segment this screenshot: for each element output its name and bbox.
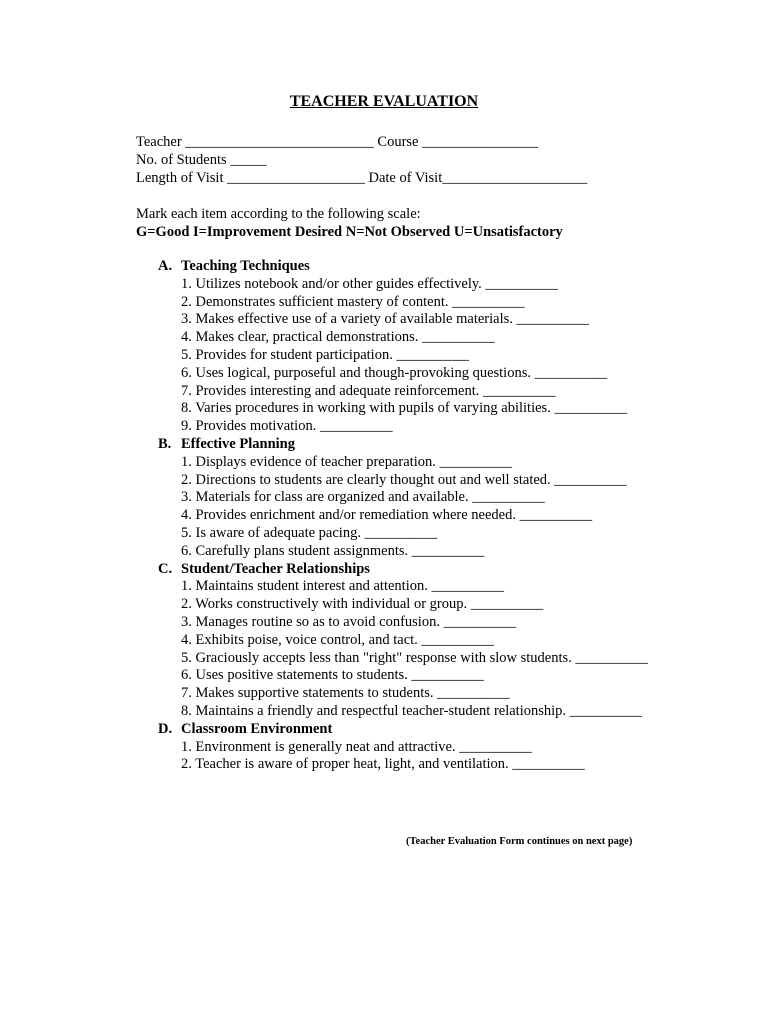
list-item: 6. Uses logical, purposeful and though-provoking questions. __________ xyxy=(181,364,608,381)
section-title: Classroom Environment xyxy=(181,720,333,737)
scale-block xyxy=(136,205,563,241)
section-letter: D. xyxy=(158,720,173,737)
list-item: 9. Provides motivation. __________ xyxy=(181,418,393,435)
header-fields xyxy=(136,133,587,187)
list-item: 3. Manages routine so as to avoid confusion. __________ xyxy=(181,613,517,630)
page-title: TEACHER EVALUATION xyxy=(289,93,479,110)
list-item: 2. Works constructively with individual or group. __________ xyxy=(181,596,544,613)
section-heading-d xyxy=(158,721,648,739)
list-item: 1. Maintains student interest and attention. __________ xyxy=(181,578,504,595)
list-item: 1. Environment is generally neat and attractive. __________ xyxy=(181,738,532,755)
list-item: 7. Provides interesting and adequate reinforcement. __________ xyxy=(181,382,556,399)
sections xyxy=(158,258,648,774)
list-item: 1. Utilizes notebook and/or other guides effectively. __________ xyxy=(181,275,558,292)
section-title: Student/Teacher Relationships xyxy=(181,560,370,577)
section-heading-b xyxy=(158,436,648,454)
list-item: 8. Maintains a friendly and respectful teacher-student relationship. __________ xyxy=(181,702,643,719)
section-heading-a xyxy=(158,258,648,276)
section-letter: B. xyxy=(158,435,172,452)
section-letter: A. xyxy=(158,258,173,274)
list-item: 4. Exhibits poise, voice control, and tact. __________ xyxy=(181,631,494,648)
section-heading-c xyxy=(158,561,648,579)
list-item: 2. Teacher is aware of proper heat, light, and ventilation. __________ xyxy=(181,756,585,773)
list-item: 5. Provides for student participation. __________ xyxy=(181,346,469,363)
list-item: 7. Makes supportive statements to students. __________ xyxy=(181,685,510,702)
section-title: Effective Planning xyxy=(181,435,295,452)
list-item: 2. Demonstrates sufficient mastery of content. __________ xyxy=(181,293,525,310)
section-title: Teaching Techniques xyxy=(181,258,310,274)
list-item: 6. Uses positive statements to students. __________ xyxy=(181,667,484,684)
students-line: No. of Students _____ xyxy=(136,152,267,168)
list-item: 4. Makes clear, practical demonstrations. __________ xyxy=(181,329,495,346)
list-item: 1. Displays evidence of teacher preparation. __________ xyxy=(181,453,512,470)
list-item: 2. Directions to students are clearly thought out and well stated. __________ xyxy=(181,471,627,488)
scale-legend: G=Good I=Improvement Desired N=Not Observed U=Unsatisfactory xyxy=(136,224,563,240)
teacher-course-line: Teacher __________________________ Course ________________ xyxy=(136,134,539,150)
visit-line: Length of Visit ___________________ Date of Visit____________________ xyxy=(136,170,588,186)
list-item: 3. Makes effective use of a variety of available materials. __________ xyxy=(181,311,590,328)
scale-instruction: Mark each item according to the following scale: xyxy=(136,206,421,222)
list-item: 5. Graciously accepts less than "right" response with slow students. __________ xyxy=(181,649,648,666)
list-item: 4. Provides enrichment and/or remediation where needed. __________ xyxy=(181,507,593,524)
list-item: 6. Carefully plans student assignments. __________ xyxy=(181,542,485,559)
footer-note: (Teacher Evaluation Form continues on next page) xyxy=(406,836,633,847)
list-item: 8. Varies procedures in working with pupils of varying abilities. __________ xyxy=(181,400,627,417)
list-item: 3. Materials for class are organized and available. __________ xyxy=(181,489,545,506)
section-letter: C. xyxy=(158,560,173,577)
list-item: 5. Is aware of adequate pacing. __________ xyxy=(181,524,438,541)
